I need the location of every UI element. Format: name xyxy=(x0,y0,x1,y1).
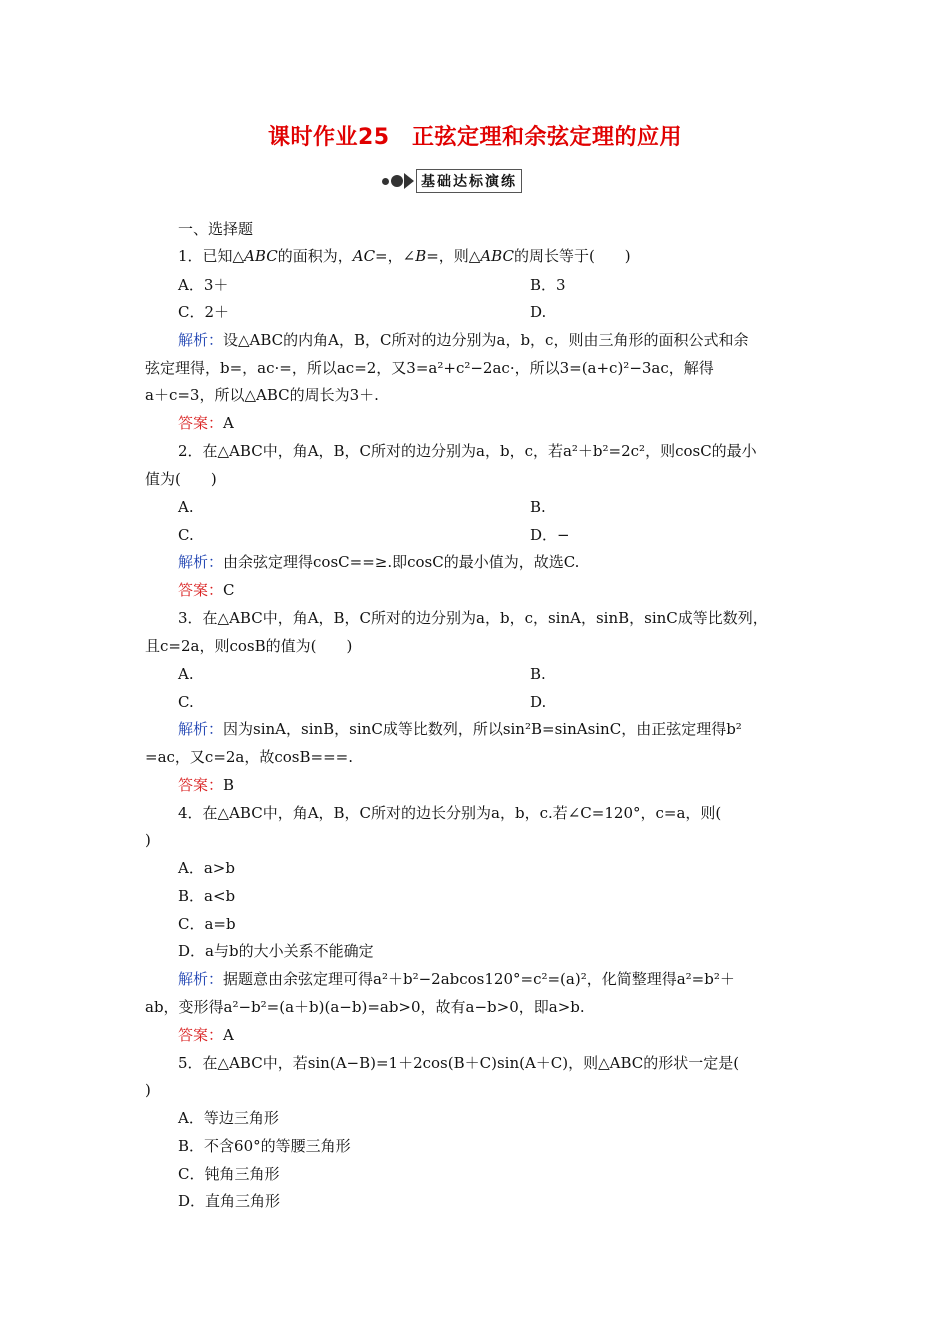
q1-solution-line: 解析：设△ABC的内角A，B，C所对的边分别为a，b，c，则由三角形的面积公式和余 xyxy=(178,331,749,349)
q4-solution-line: 解析：据题意由余弦定理可得a²＋b²−2abcos120°=c²=(a)²，化简整理得a²=b²＋ xyxy=(178,970,735,988)
q2-option-a: A. xyxy=(178,498,194,516)
question-4-stem: ) xyxy=(145,831,151,849)
q1-answer: 答案：A xyxy=(178,414,234,432)
question-4-stem: 4．在△ABC中，角A，B，C所对的边长分别为a，b，c.若∠C=120°，c=a，则( xyxy=(178,804,722,822)
q3-answer: 答案：B xyxy=(178,776,235,794)
q4-option-a: A．a>b xyxy=(178,859,235,877)
q4-option-c: C．a=b xyxy=(178,915,236,933)
q5-option-d: D．直角三角形 xyxy=(178,1192,281,1210)
q1-option-a: A．3＋ xyxy=(178,276,229,294)
question-3-stem: 且c=2a，则cosB的值为( ) xyxy=(145,637,353,655)
banner-label: 基础达标演练 xyxy=(416,169,522,193)
question-1-stem: 1．已知△ABC的面积为，AC=，∠B=，则△ABC的周长等于( ) xyxy=(178,247,631,265)
question-5-stem: ) xyxy=(145,1081,151,1099)
q3-option-b: B. xyxy=(530,665,546,683)
q4-option-b: B．a<b xyxy=(178,887,236,905)
q4-solution-line: ab，变形得a²−b²=(a＋b)(a−b)=ab>0，故有a−b>0，即a>b. xyxy=(145,998,585,1016)
q3-option-d: D. xyxy=(530,693,547,711)
question-2-stem: 2．在△ABC中，角A，B，C所对的边分别为a，b，c，若a²＋b²=2c²，则cosC的最小 xyxy=(178,442,757,460)
q1-option-d: D. xyxy=(530,303,547,321)
q3-option-a: A. xyxy=(178,665,194,683)
q1-solution-line: 弦定理得，b=，ac·=，所以ac=2，又3=a²+c²−2ac·，所以3=(a+c)²−3ac，解得 xyxy=(145,359,714,377)
page-title: 课时作业25 正弦定理和余弦定理的应用 xyxy=(267,125,683,150)
section-heading: 一、选择题 xyxy=(178,220,254,238)
arrow-dots-icon xyxy=(382,173,414,189)
q1-option-b: B．3 xyxy=(530,276,566,294)
q2-option-d: D．− xyxy=(530,526,570,544)
question-2-stem: 值为( ) xyxy=(145,470,217,488)
q4-answer: 答案：A xyxy=(178,1026,234,1044)
q2-option-b: B. xyxy=(530,498,546,516)
q2-answer: 答案：C xyxy=(178,581,235,599)
q3-solution-line: 解析：因为sinA，sinB，sinC成等比数列，所以sin²B=sinAsinC，由正弦定理得b² xyxy=(178,720,742,738)
q5-option-a: A．等边三角形 xyxy=(178,1109,279,1127)
q5-option-c: C．钝角三角形 xyxy=(178,1165,280,1183)
q2-option-c: C. xyxy=(178,526,194,544)
question-3-stem: 3．在△ABC中，角A，B，C所对的边分别为a，b，c，sinA，sinB，sinC成等比数列， xyxy=(178,609,768,627)
q3-option-c: C. xyxy=(178,693,194,711)
q1-solution-line: a＋c=3，所以△ABC的周长为3＋. xyxy=(145,386,379,404)
q1-option-c: C．2＋ xyxy=(178,303,230,321)
q5-option-b: B．不含60°的等腰三角形 xyxy=(178,1137,351,1155)
q4-option-d: D．a与b的大小关系不能确定 xyxy=(178,942,374,960)
q2-solution-line: 解析：由余弦定理得cosC==≥.即cosC的最小值为，故选C. xyxy=(178,553,580,571)
q3-solution-line: =ac，又c=2a，故cosB===. xyxy=(145,748,353,766)
section-banner xyxy=(382,170,522,192)
question-5-stem: 5．在△ABC中，若sin(A−B)=1＋2cos(B＋C)sin(A＋C)，则△ABC的形状一定是( xyxy=(178,1054,740,1072)
